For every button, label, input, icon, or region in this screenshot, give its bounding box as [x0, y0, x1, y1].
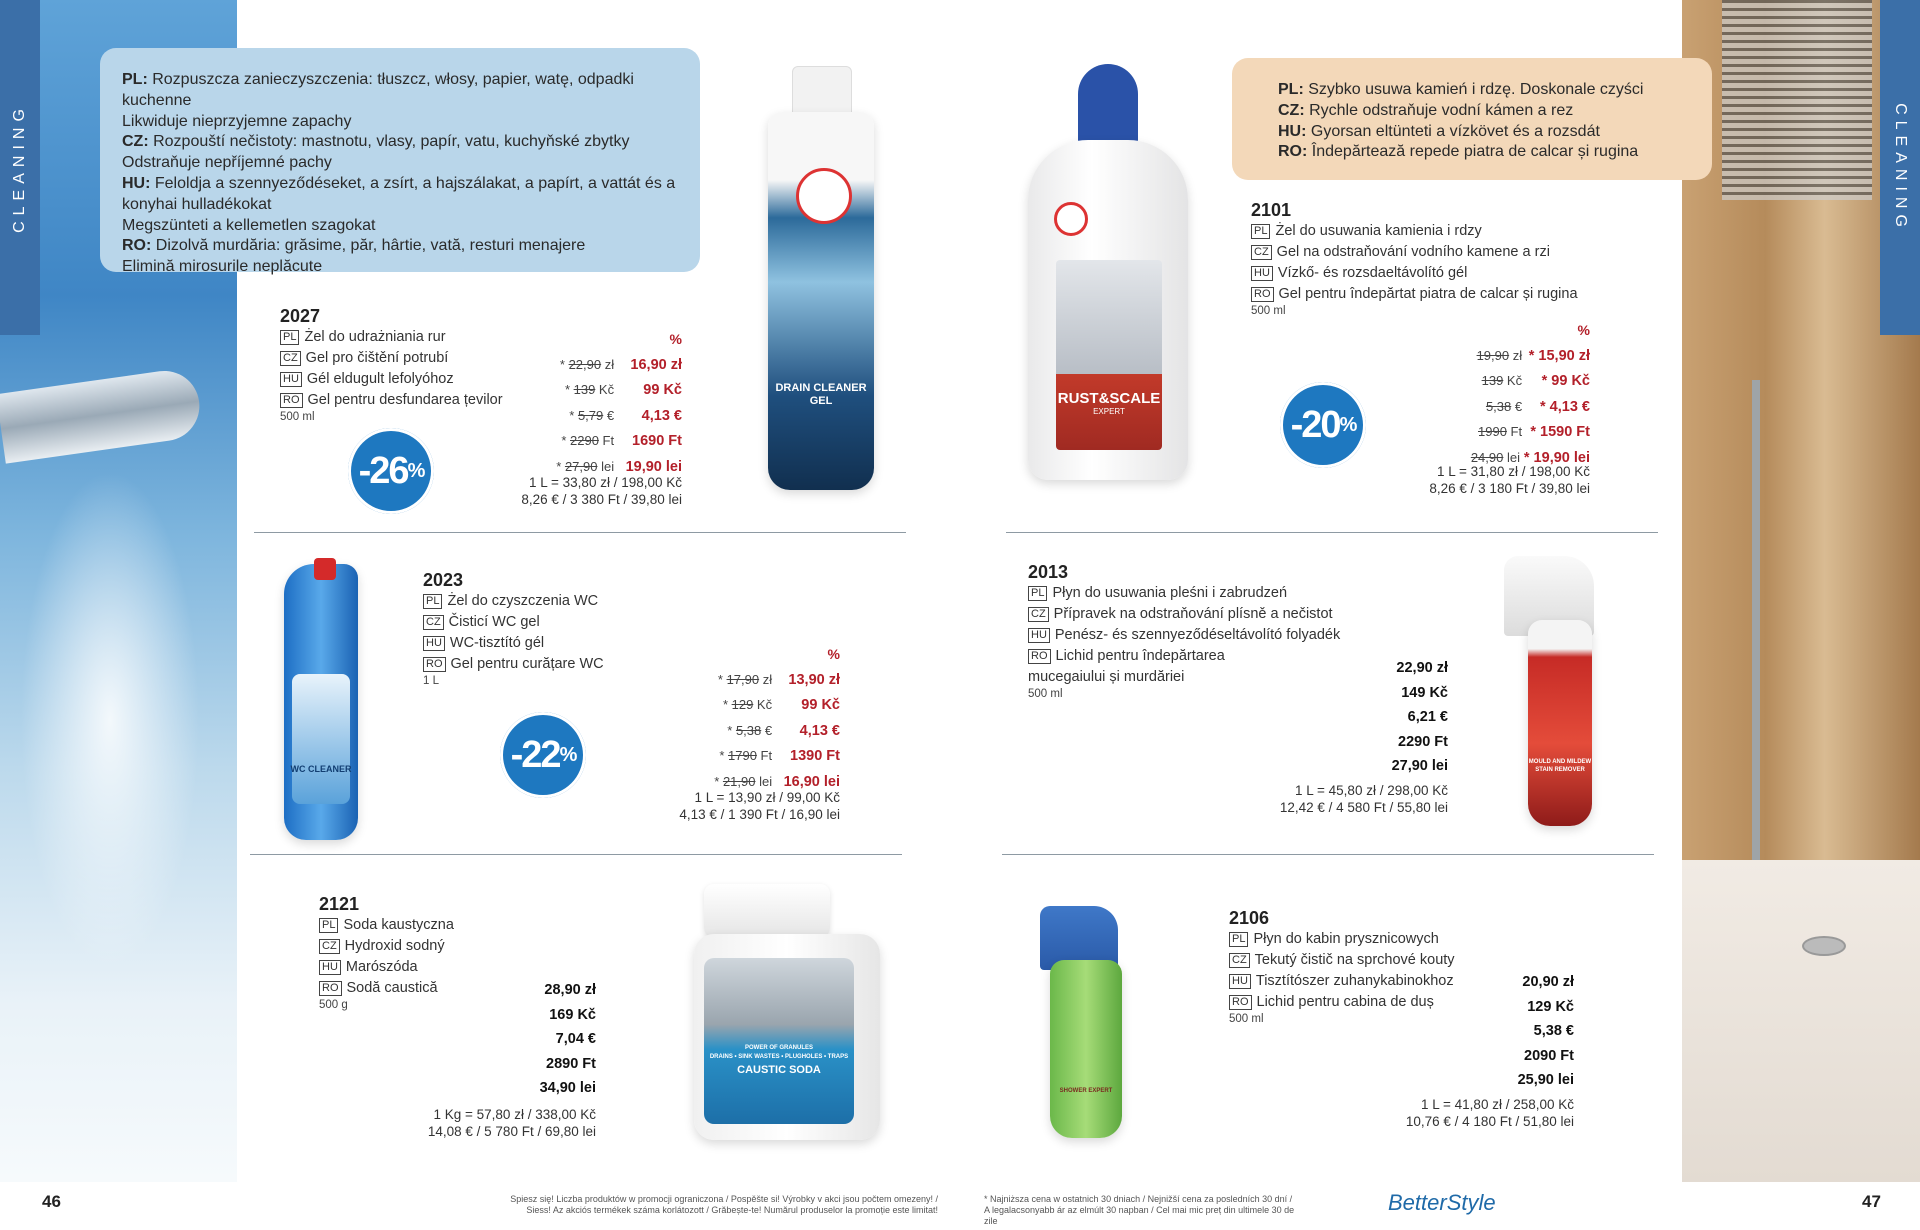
shower-drain [1802, 936, 1846, 956]
language-tag: CZ [319, 939, 340, 954]
price-row [520, 352, 682, 378]
product-name: Penész- és szennyeződéseltávolító folyadék [1054, 627, 1341, 643]
shower-cleaner-bottle [1050, 960, 1122, 1138]
shower-head [1722, 0, 1872, 200]
product-name: Soda kaustyczna [343, 917, 454, 933]
price-row [678, 718, 840, 744]
sale-price: * 19,90 lei [1523, 449, 1590, 466]
mould-remover-bottle [1528, 620, 1592, 826]
bottle-label: MOULD AND MILDEW STAIN REMOVER [1528, 759, 1592, 773]
product-name-line [423, 633, 604, 654]
unit-price-line: 12,42 € / 4 580 Ft / 55,80 lei [1279, 800, 1448, 815]
language-code: PL: [1278, 81, 1304, 98]
product-name-line [319, 915, 454, 936]
unit-price-2023 [650, 789, 840, 823]
old-price: 1990 Ft [1478, 424, 1523, 439]
sale-price: 99 Kč [801, 697, 840, 713]
info-left-line [122, 216, 678, 237]
product-name-line [423, 591, 604, 612]
price-row [1430, 394, 1590, 420]
bottle-label: WC CLEANER [290, 764, 352, 774]
sale-price: 99 Kč [643, 382, 682, 398]
old-price: * 5,79 € [569, 407, 615, 423]
price: 34,90 lei [539, 1080, 596, 1096]
language-tag: RO [423, 657, 446, 672]
product-size: 500 ml [1251, 305, 1286, 317]
discount-badge-20: -20 % [1280, 382, 1366, 468]
language-tag: CZ [423, 615, 444, 630]
unit-price-2013 [1240, 782, 1448, 816]
product-code: 2013 [1028, 562, 1069, 582]
old-price: * 2290 Ft [561, 433, 615, 448]
divider [250, 854, 902, 855]
info-left-line [122, 112, 678, 133]
sale-price: 16,90 lei [783, 773, 840, 790]
language-tag: RO [1229, 995, 1252, 1010]
product-name-line [1229, 950, 1455, 971]
page-number-left: 46 [42, 1192, 61, 1211]
language-tag: CZ [1251, 245, 1272, 260]
info-left-line [122, 236, 678, 257]
sale-price: 1390 Ft [790, 748, 840, 764]
product-name-line [280, 369, 503, 390]
old-price: * 17,90 zł [717, 671, 773, 687]
product-name: Vízkő- és rozsdaeltávolító gél [1277, 265, 1468, 281]
unit-price-line: 1 L = 13,90 zł / 99,00 Kč [694, 790, 840, 805]
info-right-line [1278, 80, 1690, 101]
sale-price: * 1590 Ft [1530, 424, 1590, 440]
product-name: Tisztítószer zuhanykabinokhoz [1255, 973, 1454, 989]
unit-price-line: 1 L = 31,80 zł / 198,00 Kč [1437, 464, 1590, 479]
price-row [1430, 343, 1590, 369]
price-row [1430, 368, 1590, 394]
language-code: PL: [122, 71, 148, 88]
language-tag: PL [1251, 224, 1270, 239]
product-name-line [280, 348, 503, 369]
language-tag: HU [1028, 628, 1050, 643]
unit-price-line: 8,26 € / 3 380 Ft / 39,80 lei [521, 492, 682, 507]
price: 22,90 zł [1396, 660, 1448, 676]
price: 129 Kč [1527, 998, 1574, 1015]
product-name-line [1028, 646, 1340, 667]
info-text: Rozpuszcza zanieczyszczenia: tłuszcz, włosy, papier, watę, odpadki kuchenne [122, 71, 634, 109]
info-text: Gyorsan eltünteti a vízkövet és a rozsdát [1306, 122, 1600, 140]
price: 2090 Ft [1524, 1047, 1574, 1064]
product-code: 2027 [280, 306, 321, 326]
bottle-label: DRAIN CLEANER GEL [775, 382, 867, 407]
wc-cleaner-bottle [284, 564, 358, 840]
percent-sign: % [827, 646, 840, 662]
product-name-line [319, 957, 454, 978]
old-price: * 139 Kč [564, 382, 615, 397]
sale-price: 19,90 lei [625, 458, 682, 475]
language-tag: CZ [1229, 953, 1250, 968]
product-code: 2023 [423, 570, 464, 590]
stock-notice: Spiesz się! Liczba produktów w promocji ograniczona / Pospěšte si! Výrobky v akci jsou počtem omezeny! / Siess! Az akciós termékek száma korlátozott / Grăbește-te! Numărul produselor la promoție este limitat! [510, 1194, 938, 1215]
product-2023 [423, 570, 604, 687]
product-name-line [1229, 992, 1455, 1013]
price-list-2013 [1300, 656, 1448, 779]
language-code: HU: [122, 174, 151, 192]
product-size: 500 g [319, 999, 348, 1011]
sale-price: 4,13 € [799, 722, 840, 739]
price-row [520, 428, 682, 454]
unit-price-line: 1 L = 45,80 zł / 298,00 Kč [1295, 783, 1448, 798]
old-price: * 21,90 lei [714, 773, 773, 789]
info-text: konyhai hulladékokat [122, 195, 272, 213]
brand-seal-icon [1054, 202, 1088, 236]
price-row [1430, 419, 1590, 445]
product-name: Hydroxid sodný [344, 938, 445, 954]
language-tag: RO [1251, 287, 1274, 302]
unit-price-2027 [500, 474, 682, 508]
product-name-line [1251, 242, 1578, 263]
water-splash [20, 470, 200, 970]
product-2013 [1028, 562, 1340, 700]
language-tag: PL [423, 594, 442, 609]
language-code: RO: [122, 237, 152, 255]
info-text: Rychle odstraňuje vodní kámen a rez [1304, 101, 1574, 119]
language-tag: HU [423, 636, 445, 651]
old-price: 24,90 lei [1470, 449, 1520, 465]
price-row [520, 377, 682, 403]
bottle-label-panel [1056, 260, 1162, 450]
product-name-line [1251, 263, 1578, 284]
product-name: Gel pro čištění potrubí [305, 350, 449, 366]
info-text: Szybko usuwa kamień i rdzę. Doskonale czyści [1303, 81, 1644, 98]
rust-scale-bottle [1028, 140, 1188, 480]
price: 25,90 lei [1517, 1072, 1574, 1088]
info-left-line [122, 257, 678, 278]
sale-price: 13,90 zł [788, 671, 840, 688]
product-name: Čisticí WC gel [448, 614, 540, 630]
page-number-right: 47 [1862, 1192, 1881, 1211]
unit-price-line: 10,76 € / 4 180 Ft / 51,80 lei [1405, 1114, 1574, 1129]
product-names [1251, 221, 1578, 305]
drain-cleaner-bottle [768, 112, 874, 490]
product-name-line [423, 654, 604, 675]
unit-price-line: 8,26 € / 3 180 Ft / 39,80 lei [1429, 481, 1590, 496]
unit-price-2121 [400, 1106, 596, 1140]
language-code: HU: [1278, 122, 1307, 140]
sale-price: 4,13 € [641, 407, 682, 424]
product-name-line [1251, 221, 1578, 242]
info-text: Rozpouští nečistoty: mastnotu, vlasy, papír, vatu, kuchyňské zbytky [148, 133, 630, 151]
product-size: 1 L [423, 675, 439, 687]
product-name-line [319, 978, 454, 999]
sale-price: * 15,90 zł [1528, 347, 1590, 364]
product-size: 500 ml [1229, 1013, 1264, 1025]
divider [254, 532, 906, 533]
old-price: * 1790 Ft [719, 748, 773, 763]
language-tag: CZ [280, 351, 301, 366]
product-name: Tekutý čistič na sprchové kouty [1254, 952, 1455, 968]
product-name: Marószóda [345, 959, 418, 975]
language-tag: RO [280, 393, 303, 408]
product-name: Gel pentru desfundarea țevilor [307, 392, 503, 408]
old-price: * 5,38 € [727, 722, 773, 738]
product-name: Żel do udrażniania rur [304, 329, 446, 345]
language-tag: HU [1251, 266, 1273, 281]
language-tag: RO [1028, 649, 1051, 664]
product-2106 [1229, 908, 1455, 1025]
rust-scale-cap [1078, 64, 1138, 144]
price: 28,90 zł [544, 982, 596, 998]
product-name-line [1028, 604, 1340, 625]
info-box-drain-cleaner [100, 48, 700, 276]
old-price: * 27,90 lei [556, 458, 615, 474]
old-price: 19,90 zł [1476, 347, 1523, 363]
divider [1006, 532, 1658, 533]
unit-price-2101 [1400, 463, 1590, 497]
language-code: RO: [1278, 143, 1308, 161]
product-2121 [319, 894, 454, 1011]
old-price: * 129 Kč [722, 697, 773, 712]
info-text: Feloldja a szennyeződéseket, a zsírt, a hajszálakat, a papírt, a vattát és a [150, 174, 676, 192]
price: 169 Kč [549, 1006, 596, 1023]
language-tag: PL [319, 918, 338, 933]
wc-cleaner-cap [314, 558, 336, 580]
product-code: 2101 [1251, 200, 1292, 220]
product-2027 [280, 306, 503, 423]
product-name-line [1229, 971, 1455, 992]
product-name-continuation: mucegaiului și murdăriei [1028, 669, 1185, 685]
product-code: 2106 [1229, 908, 1270, 928]
product-names [1028, 583, 1340, 667]
language-tag: HU [319, 960, 341, 975]
product-name: WC-tisztító gél [449, 635, 545, 651]
unit-price-line: 4,13 € / 1 390 Ft / 16,90 lei [679, 807, 840, 822]
product-name-line [280, 390, 503, 411]
product-name: Lichid pentru cabina de duș [1256, 994, 1434, 1010]
product-size: 500 ml [280, 411, 315, 423]
product-name: Żel do czyszczenia WC [447, 593, 599, 609]
info-text: Elimină mirosurile neplăcute [122, 258, 323, 276]
brand-logo: BetterStyle [1388, 1190, 1496, 1215]
language-code: CZ: [122, 133, 149, 151]
lowest-price-notice: * Najniższa cena w ostatnich 30 dniach / Nejnižší cena za posledních 30 dní / A legalacsonyabb ár az elmúlt 30 napban / Cel mai mic preț din ultimele 30 de zile [984, 1194, 1295, 1226]
discount-badge-26: -26 % [348, 428, 434, 514]
product-name: Gel pentru curățare WC [450, 656, 604, 672]
product-name-line [1028, 583, 1340, 604]
price-list-2101 [1430, 318, 1590, 470]
sale-price: * 99 Kč [1541, 373, 1590, 389]
section-tab-left: CLEANING [0, 0, 40, 335]
info-text: Îndepărtează repede piatra de calcar și rugina [1307, 143, 1639, 161]
discount-badge-22: -22 % [500, 712, 586, 798]
language-code: CZ: [1278, 101, 1305, 119]
language-tag: RO [319, 981, 342, 996]
language-tag: PL [1229, 932, 1248, 947]
product-name: Gel na odstraňování vodního kamene a rzi [1276, 244, 1550, 260]
language-tag: PL [280, 330, 299, 345]
old-price: 5,38 € [1485, 398, 1523, 414]
bottle-label: SHOWER EXPERT [1059, 1088, 1113, 1094]
price: 5,38 € [1533, 1023, 1574, 1039]
info-text: Megszünteti a kellemetlen szagokat [122, 216, 376, 234]
price-list-2121 [450, 978, 596, 1101]
sale-price: 16,90 zł [630, 356, 682, 373]
price-list-2106 [1424, 970, 1574, 1093]
language-tag: HU [280, 372, 302, 387]
unit-price-line: 14,08 € / 5 780 Ft / 69,80 lei [427, 1124, 596, 1139]
price: 6,21 € [1407, 709, 1448, 725]
info-text: Dizolvă murdăria: grăsime, păr, hârtie, vată, resturi menajere [151, 237, 586, 255]
price-row [520, 403, 682, 429]
percent-sign: % [1577, 322, 1590, 338]
caustic-soda-container [694, 934, 880, 1140]
price-row [678, 667, 840, 693]
product-names [1229, 929, 1455, 1013]
product-name: Płyn do usuwania pleśni i zabrudzeń [1052, 585, 1288, 601]
shower-tray [1682, 860, 1920, 1182]
price-row [678, 692, 840, 718]
unit-price-line: 1 Kg = 57,80 zł / 338,00 Kč [433, 1107, 596, 1122]
language-tag: PL [1028, 586, 1047, 601]
product-name: Płyn do kabin prysznicowych [1253, 931, 1439, 947]
bottle-label-panel [704, 958, 854, 1124]
price: 7,04 € [555, 1031, 596, 1047]
product-names [280, 327, 503, 411]
caustic-soda-lid [704, 884, 830, 938]
product-name: Sodă caustică [346, 980, 438, 996]
product-2101 [1251, 200, 1578, 317]
shower-pipe [1752, 380, 1760, 940]
product-size: 500 ml [1028, 688, 1063, 700]
info-text: Likwiduje nieprzyjemne zapachy [122, 112, 352, 130]
price-list-2027 [520, 327, 682, 479]
unit-price-line: 1 L = 41,80 zł / 258,00 Kč [1421, 1097, 1574, 1112]
info-right-line [1278, 101, 1690, 122]
language-tag: HU [1229, 974, 1251, 989]
price: 2890 Ft [546, 1055, 596, 1072]
info-left-line [122, 70, 678, 112]
product-name-line [280, 327, 503, 348]
faucet-shape [0, 366, 204, 463]
product-name: Gél eldugult lefolyóhoz [306, 371, 454, 387]
price: 2290 Ft [1398, 733, 1448, 750]
product-name-line [423, 612, 604, 633]
price-list-2023 [678, 642, 840, 794]
product-name-line [1251, 284, 1578, 305]
unit-price-2106 [1374, 1096, 1574, 1130]
product-names [319, 915, 454, 999]
product-name-line [1028, 625, 1340, 646]
info-right-line [1278, 142, 1690, 163]
info-text: Odstraňuje nepříjemné pachy [122, 154, 332, 172]
sale-price: * 4,13 € [1540, 398, 1590, 415]
sale-price: 1690 Ft [632, 433, 682, 449]
product-name: Lichid pentru îndepărtarea [1055, 648, 1225, 664]
bottle-label: POWER OF GRANULES DRAINS • SINK WASTES • PLUGHOLES • TRAPS CAUSTIC SODA [709, 1045, 849, 1076]
bottle-label: RUST&SCALE EXPERT [1057, 390, 1161, 416]
product-name: Gel pentru îndepărtat piatra de calcar și rugina [1278, 286, 1578, 302]
price: 27,90 lei [1391, 758, 1448, 774]
old-price: * 22,90 zł [559, 356, 615, 372]
info-box-rust-scale [1232, 58, 1712, 180]
old-price: 139 Kč [1481, 373, 1523, 388]
info-left-line [122, 153, 678, 174]
percent-sign: % [669, 331, 682, 347]
info-left-line [122, 195, 678, 216]
product-code: 2121 [319, 894, 360, 914]
product-name-line [319, 936, 454, 957]
price: 20,90 zł [1522, 974, 1574, 990]
info-left-line [122, 132, 678, 153]
product-name-line [1229, 929, 1455, 950]
product-name: Żel do usuwania kamienia i rdzy [1275, 223, 1482, 239]
price: 149 Kč [1401, 684, 1448, 701]
brand-seal-icon [796, 168, 852, 224]
unit-price-line: 1 L = 33,80 zł / 198,00 Kč [529, 475, 682, 490]
product-name: Přípravek na odstraňování plísně a nečistot [1053, 606, 1333, 622]
price-row [678, 743, 840, 769]
section-tab-right: CLEANING [1880, 0, 1920, 335]
divider [1002, 854, 1654, 855]
info-left-line [122, 174, 678, 195]
bottle-label-panel [292, 674, 350, 804]
language-tag: CZ [1028, 607, 1049, 622]
product-names [423, 591, 604, 675]
info-right-line [1278, 122, 1690, 143]
